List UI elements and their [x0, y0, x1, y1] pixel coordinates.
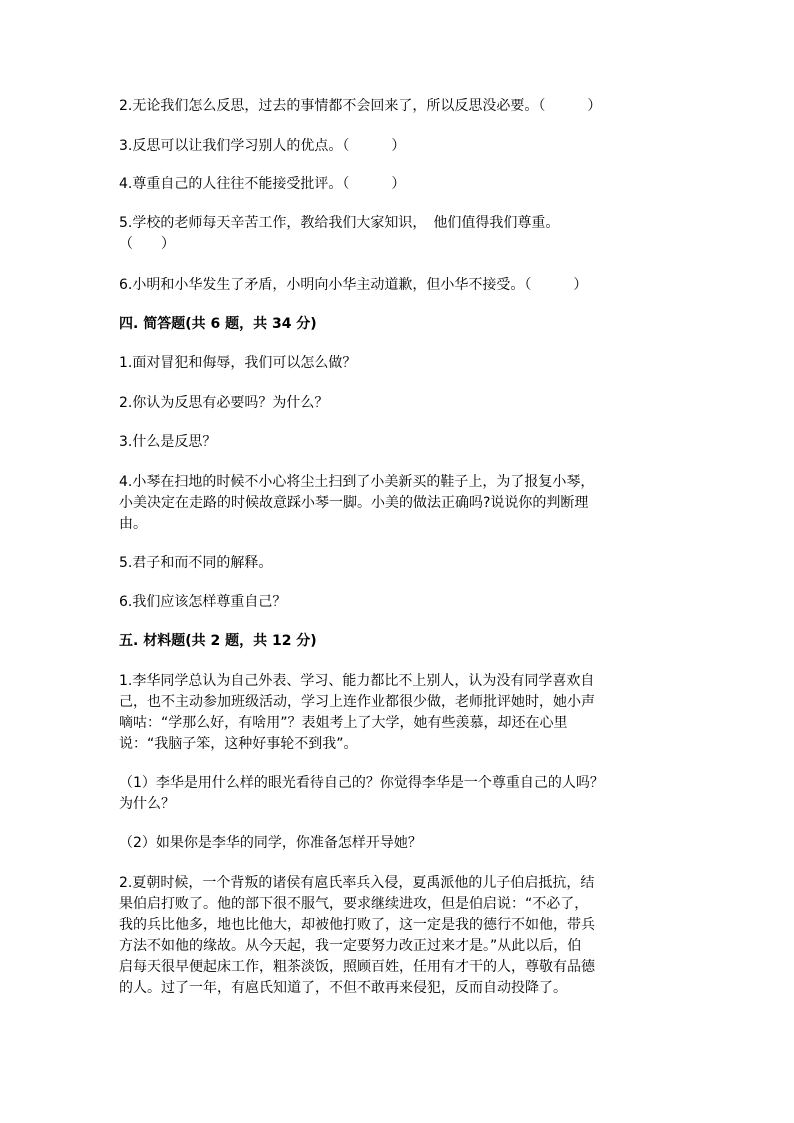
short-answer-item-4-line-2: 小美决定在走路的时候故意踩小琴一脚。小美的做法正确吗?说说你的判断理 [119, 495, 589, 511]
material-2-line-3: 我的兵比他多，地也比他大，却被他打败了，这一定是我的德行不如他，带兵 [119, 917, 595, 933]
material-2-line-5: 启每天很早便起床工作，粗茶淡饭，照顾百姓，任用有才干的人，尊敬有品德 [119, 959, 595, 975]
material-2-line-6: 的人。过了一年，有扈氏知道了，不但不敢再来侵犯，反而自动投降了。 [119, 980, 567, 996]
material-1-question-2: （2）如果你是李华的同学，你准备怎样开导她？ [119, 835, 422, 851]
judgment-item-3: 3.反思可以让我们学习别人的优点。（ ） [119, 138, 406, 154]
short-answer-item-4-line-1: 4.小琴在扫地的时候不小心将尘土扫到了小美新买的鞋子上，为了报复小琴， [119, 474, 595, 490]
judgment-item-4: 4.尊重自己的人往往不能接受批评。（ ） [119, 176, 406, 192]
short-answer-item-2: 2.你认为反思有必要吗？为什么？ [119, 395, 329, 411]
judgment-item-5-line-1: 5.学校的老师每天辛苦工作，教给我们大家知识， 他们值得我们尊重。 [119, 215, 560, 231]
short-answer-item-1: 1.面对冒犯和侮辱，我们可以怎么做？ [119, 355, 357, 371]
material-2-line-2: 果伯启打败了。他的部下很不服气，要求继续进攻，但是伯启说：“不必了， [119, 896, 589, 912]
material-1-line-3: 嘀咕：“学那么好，有啥用”？表姐考上了大学，她有些羡慕，却还在心里 [119, 715, 568, 731]
material-2-line-1: 2.夏朝时候，一个背叛的诸侯有扈氏率兵入侵，夏禹派他的儿子伯启抵抗，结 [119, 875, 595, 891]
material-2-line-4: 方法不如他的缘故。从今天起，我一定要努力改正过来才是。”从此以后，伯 [119, 938, 582, 954]
material-1-question-1-line-2: 为什么？ [119, 796, 175, 812]
short-answer-item-3: 3.什么是反思？ [119, 434, 217, 450]
material-1-line-2: 己，也不主动参加班级活动，学习上连作业都很少做，老师批评她时，她小声 [119, 694, 595, 710]
judgment-item-5-line-2: （ ） [119, 236, 175, 252]
short-answer-item-5: 5.君子和而不同的解释。 [119, 555, 273, 571]
material-1-question-1-line-1: （1）李华是用什么样的眼光看待自己的？你觉得李华是一个尊重自己的人吗？ [119, 775, 604, 791]
material-1-line-1: 1.李华同学总认为自己外表、学习、能力都比不上别人，认为没有同学喜欢自 [119, 673, 595, 689]
material-1-line-4: 说：“我脑子笨，这种好事轮不到我”。 [119, 736, 358, 752]
judgment-item-6: 6.小明和小华发生了矛盾，小明向小华主动道歉，但小华不接受。（ ） [119, 277, 588, 293]
section-5-heading: 五. 材料题(共 2 题，共 12 分) [119, 633, 317, 649]
short-answer-item-4-line-3: 由。 [119, 516, 147, 532]
judgment-item-2: 2.无论我们怎么反思，过去的事情都不会回来了，所以反思没必要。（ ） [119, 98, 602, 114]
section-4-heading: 四. 简答题(共 6 题，共 34 分) [119, 316, 317, 332]
short-answer-item-6: 6.我们应该怎样尊重自己？ [119, 594, 287, 610]
